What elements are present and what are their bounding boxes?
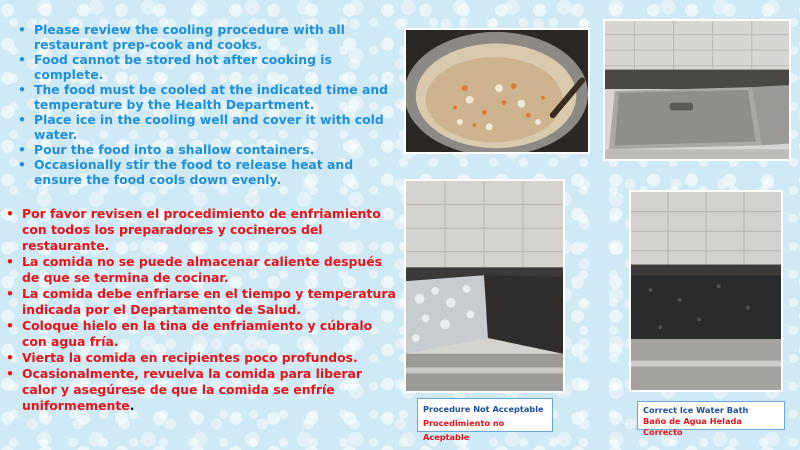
- spanish-step: • Coloque hielo en la tina de enfriamiento y cúbralo con agua fría.: [2, 318, 398, 350]
- english-step: • The food must be cooled at the indicated time and temperature by the Health Department.: [14, 82, 402, 112]
- spanish-step: • La comida no se puede almacenar caliente después de que se termina de cocinar.: [2, 254, 398, 286]
- english-step: • Food cannot be stored hot after cooking is complete.: [14, 52, 402, 82]
- caption-correct-es: Baño de Agua Helada Correcto: [643, 416, 742, 437]
- english-step: • Pour the food into a shallow containers.: [14, 142, 402, 157]
- spanish-step-period: .: [129, 398, 135, 413]
- photo-unacceptable-ice-bath: [404, 179, 565, 393]
- english-step: • Occasionally stir the food to release heat and ensure the food cools down evenly.: [14, 157, 402, 187]
- spanish-instructions: [2, 206, 398, 414]
- caption-not-acceptable-es: Procedimiento no Aceptable: [423, 418, 505, 442]
- photo-correct-ice-water-bath: [629, 190, 783, 392]
- english-step: • Please review the cooling procedure with all restaurant prep-cook and cooks.: [14, 22, 402, 52]
- spanish-step: • Vierta la comida en recipientes poco profundos.: [2, 350, 398, 366]
- caption-not-acceptable: [417, 398, 553, 442]
- caption-correct: [637, 401, 785, 437]
- english-instructions: [14, 22, 402, 187]
- spanish-step: • La comida debe enfriarse en el tiempo y temperatura indicada por el Departamento de Salud.: [2, 286, 398, 318]
- caption-not-acceptable-en: Procedure Not Acceptable: [423, 404, 544, 414]
- spanish-step-text: Ocasionalmente, revuelva la comida para liberar calor y asegúrese de que la comida se enfríe uniformemente: [22, 366, 362, 413]
- photo-pot-of-food: [404, 28, 590, 154]
- spanish-step: [2, 366, 398, 414]
- caption-correct-en: Correct Ice Water Bath: [643, 405, 749, 415]
- spanish-step: • Por favor revisen el procedimiento de enfriamiento con todos los preparadores y cocineros del restaurante.: [2, 206, 398, 254]
- english-step: • Place ice in the cooling well and cover it with cold water.: [14, 112, 402, 142]
- photo-covered-pans: [603, 19, 791, 161]
